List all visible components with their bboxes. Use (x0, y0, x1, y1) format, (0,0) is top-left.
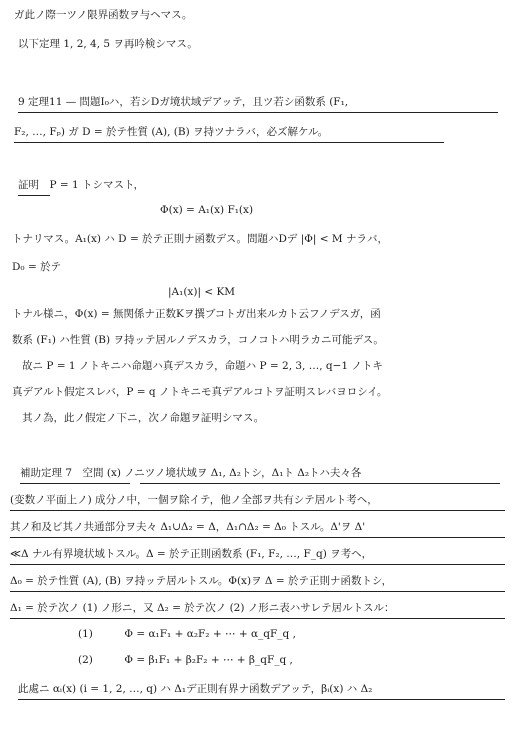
underline (10, 510, 505, 511)
equation: Φ(x) = A₁(x) F₁(x) (160, 204, 254, 216)
text-line: Δ₁ = 於テ次ノ (1) ノ形ニ，又 Δ₂ = 於テ次ノ (2) ノ形ニ表ハサレテ居ルトスル： (10, 602, 395, 614)
text-line: トナリマス。A₁(x) ハ D = 於テ正則ナ函数デス。問題ハDデ |Φ| < M ナラバ， (12, 233, 388, 245)
text-line: D₀ = 於テ (12, 261, 62, 273)
theorem-heading-line: 9 定理11 — 問題I₀ハ，若シDガ境状域デアッテ，且ツ若シ函数系 (F₁, (18, 96, 349, 108)
text-line: 其ノ和及ビ其ノ共通部分ヲ夫々 Δ₁∪Δ₂ = Δ，Δ₁∩Δ₂ = Δ₀ トスル。Δ'ヲ Δ' (10, 521, 366, 533)
underline (10, 618, 505, 619)
text-line: 其ノ為，此ノ假定ノ下ニ，次ノ命題ヲ証明シマス。 (22, 412, 265, 424)
text-line: F₂, …, Fₚ) ガ D = 於テ性質 (A), (B) ヲ持ツナラバ，必ズ解ケル。 (14, 126, 329, 138)
text-line: 以下定理 1, 2, 4, 5 ヲ再吟検シマス。 (18, 38, 198, 50)
equation: |A₁(x)| < KM (168, 286, 236, 298)
text-line: 故ニ P = 1 ノトキニハ命題ハ真デスカラ，命題ハ P = 2, 3, …, q−1 ノトキ (22, 360, 383, 372)
proof-heading-line: 証明 P = 1 トシマスト， (18, 179, 145, 191)
underline (18, 195, 50, 196)
underline (10, 591, 505, 592)
text-line: ガ此ノ際一ツノ限界函数ヲ与ヘマス。 (14, 9, 193, 21)
underline (10, 564, 505, 565)
underline (18, 699, 505, 700)
underline (20, 483, 130, 484)
underline (18, 112, 498, 113)
underline (14, 142, 444, 143)
lemma-heading-line: 補助定理 7 空間 (x) ノニツノ境状域ヲ Δ₁, Δ₂トシ，Δ₁ト Δ₂トハ夫々各 (20, 467, 362, 479)
underline (10, 537, 505, 538)
text-line: ≪Δ ナル有界境状域トスル。Δ = 於テ正則函数系 (F₁, F₂, …, F_q) ヲ考ヘ， (10, 548, 373, 560)
equation-1: (1) Φ = α₁F₁ + α₂F₂ + ⋯ + α_qF_q , (78, 628, 296, 640)
text-line: 此處ニ αᵢ(x) (i = 1, 2, …, q) ハ Δ₁デ正則有界ナ函数デアッテ，βᵢ(x) ハ Δ₂ (18, 683, 373, 695)
underline (140, 483, 500, 484)
text-line: Δ₀ = 於テ性質 (A), (B) ヲ持ッテ居ルトスル。Φ(x)ヲ Δ = 於テ正則ナ函数トシ， (10, 575, 393, 587)
text-line: 数系 (F₁) ハ性質 (B) ヲ持ッテ居ルノデスカラ，コノコトハ明ラカニ可能デス。 (12, 334, 384, 346)
text-line: 真デアルト假定スレバ，P = q ノトキニモ真デアルコトヲ証明スレバヨロシイ。 (12, 386, 388, 398)
text-line: トナル様ニ，Φ(x) = 無関係ナ正数Kヲ撰ブコトガ出来ルカト云フノデスガ，函 (12, 308, 381, 320)
text-line: (变数ノ平面上ノ) 成分ノ中，一個ヲ除イテ，他ノ全部ヲ共有シテ居ルト考ヘ， (10, 494, 378, 506)
equation-2: (2) Φ = β₁F₁ + β₂F₂ + ⋯ + β_qF_q , (78, 654, 293, 666)
